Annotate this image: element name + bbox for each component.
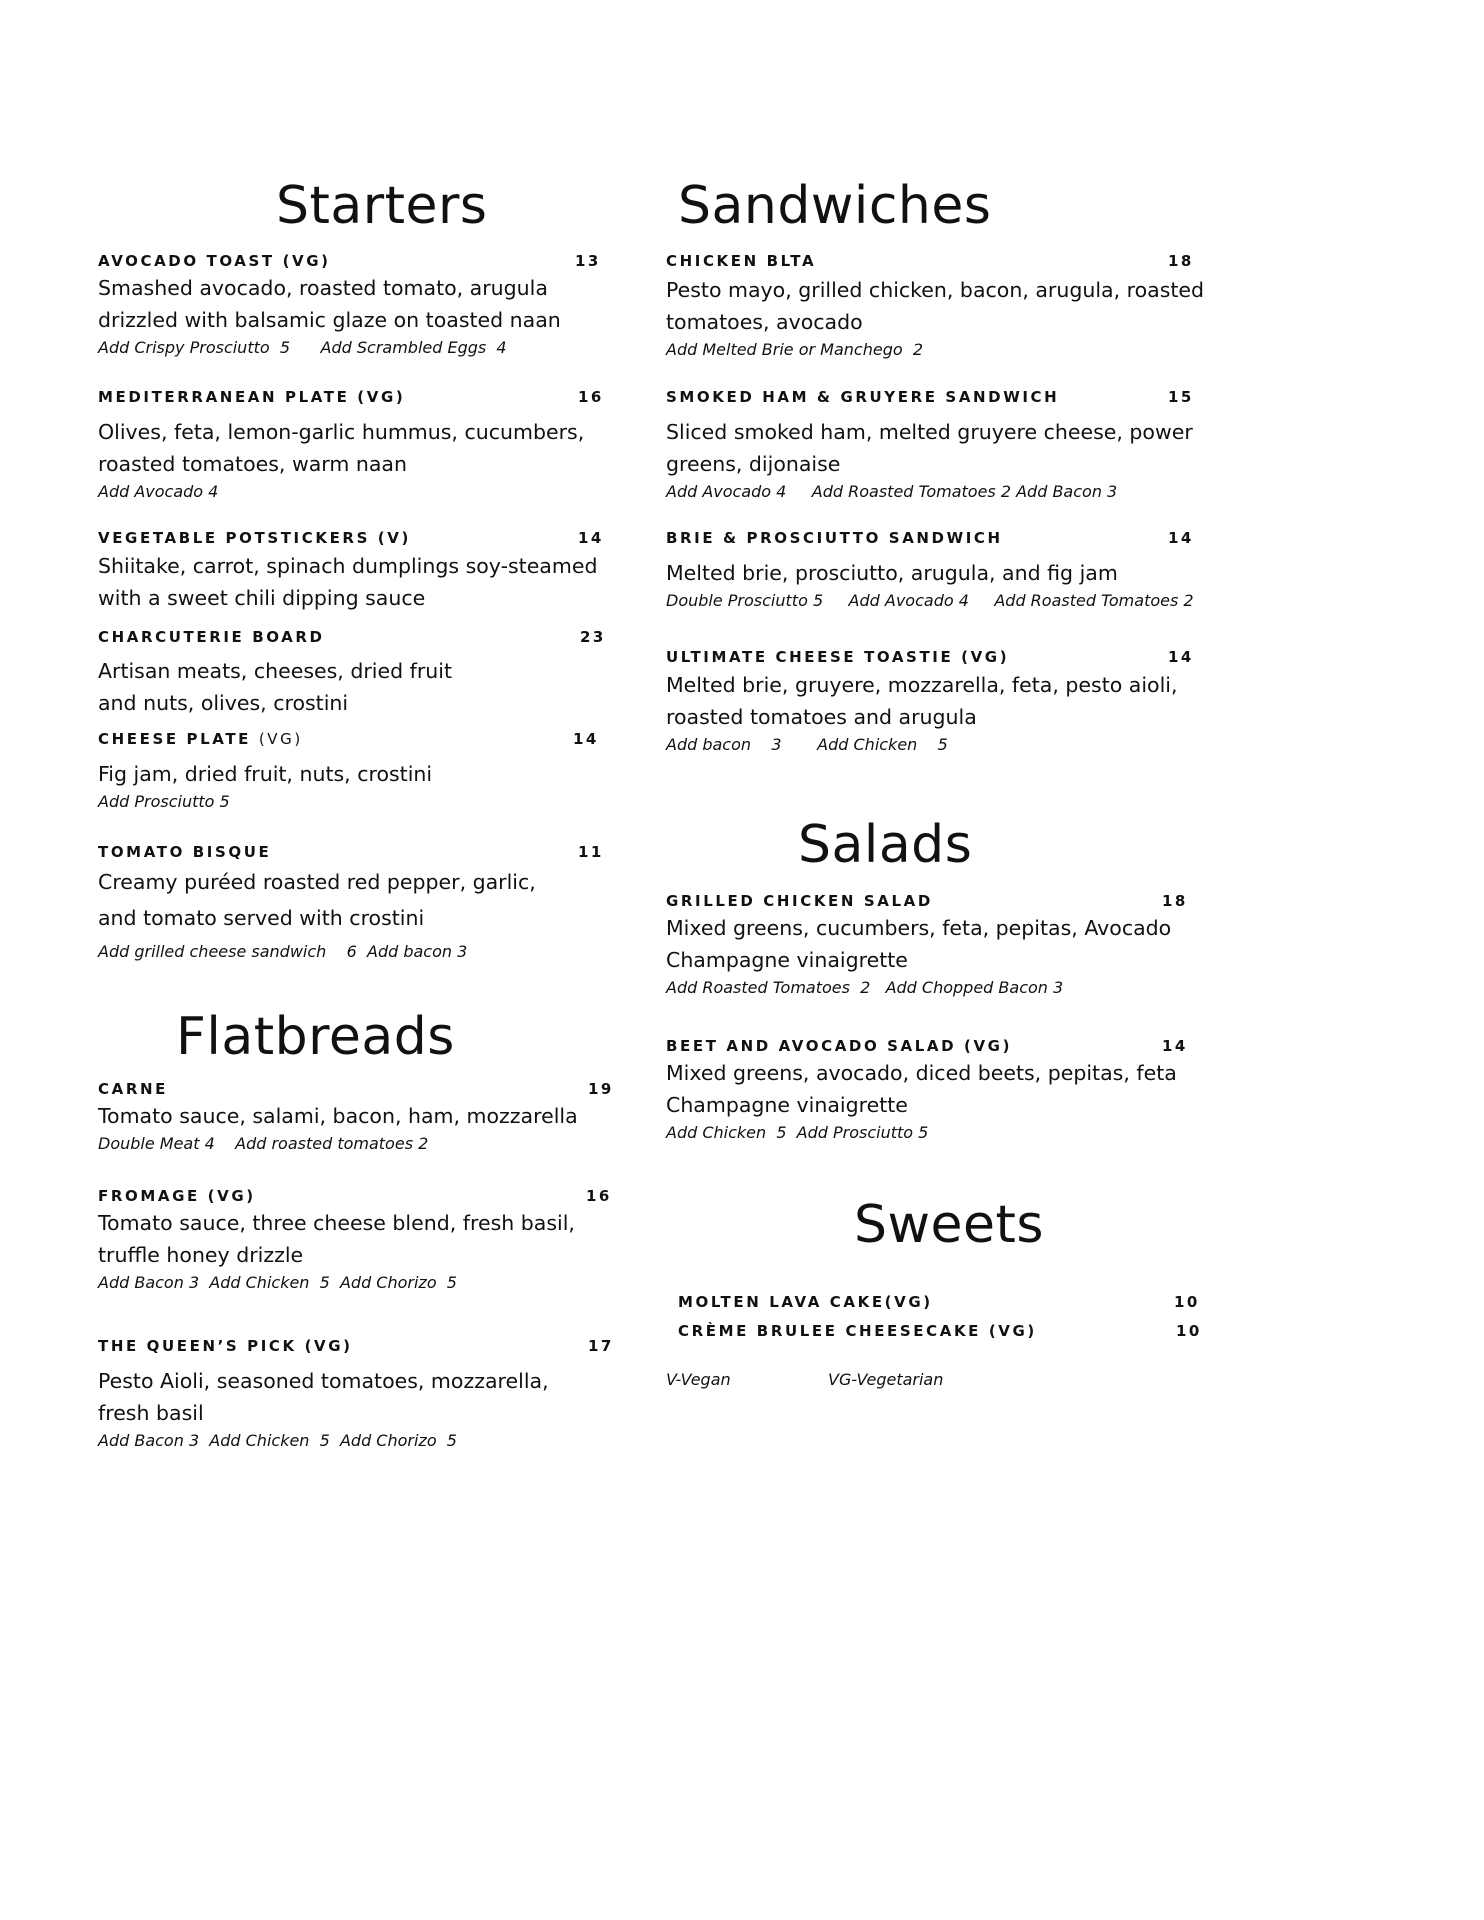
- item-description: Creamy puréed roasted red pepper, garlic, and tomato served with crostini: [98, 870, 536, 930]
- menu-item: [666, 648, 1206, 757]
- item-price: 23: [580, 628, 606, 646]
- item-description: Tomato sauce, salami, bacon, ham, mozzarella: [98, 1104, 578, 1128]
- item-name: ULTIMATE CHEESE TOASTIE (VG): [666, 648, 1010, 666]
- item-name: CHICKEN BLTA: [666, 252, 817, 270]
- menu-item: [98, 252, 618, 360]
- item-price: 11: [578, 843, 604, 861]
- item-description: Pesto Aioli, seasoned tomatoes, mozzarella, fresh basil: [98, 1369, 549, 1425]
- legend-vegetarian: VG-Vegetarian: [828, 1370, 944, 1389]
- item-price: 17: [588, 1337, 614, 1355]
- item-name: FROMAGE (VG): [98, 1187, 256, 1205]
- item-name: GRILLED CHICKEN SALAD: [666, 892, 933, 910]
- menu-item: [98, 1187, 618, 1295]
- item-price: 13: [575, 252, 601, 270]
- item-name: CARNE: [98, 1080, 168, 1098]
- menu-item: [678, 1293, 1206, 1311]
- item-addons: Add Bacon 3 Add Chicken 5 Add Chorizo 5: [98, 1431, 457, 1450]
- item-name: BEET AND AVOCADO SALAD (VG): [666, 1037, 1013, 1055]
- item-name: AVOCADO TOAST (VG): [98, 252, 331, 270]
- item-description: Smashed avocado, roasted tomato, arugula drizzled with balsamic glaze on toasted naan: [98, 276, 561, 332]
- item-description: Melted brie, prosciutto, arugula, and fig jam: [666, 561, 1118, 585]
- starters-title: Starters: [276, 176, 488, 236]
- menu-item: [666, 1037, 1206, 1145]
- item-addons: Double Meat 4 Add roasted tomatoes 2: [98, 1134, 429, 1153]
- item-price: 14: [1168, 648, 1194, 666]
- item-name: CRÈME BRULEE CHEESECAKE (VG): [678, 1322, 1037, 1340]
- menu-item: [666, 252, 1206, 362]
- menu-item: [678, 1322, 1206, 1340]
- item-price: 14: [578, 529, 604, 547]
- item-addons: Double Prosciutto 5 Add Avocado 4 Add Roasted Tomatoes 2: [666, 591, 1194, 610]
- item-description: Sliced smoked ham, melted gruyere cheese, power greens, dijonaise: [666, 420, 1193, 476]
- item-name: VEGETABLE POTSTICKERS (V): [98, 529, 411, 547]
- menu-item: [98, 628, 618, 719]
- menu-item: [666, 892, 1206, 1000]
- flatbreads-title: Flatbreads: [176, 1007, 455, 1067]
- menu-item: [98, 388, 618, 504]
- menu-item: [98, 843, 618, 964]
- sandwiches-title: Sandwiches: [678, 176, 992, 236]
- item-addons: Add Bacon 3 Add Chicken 5 Add Chorizo 5: [98, 1273, 457, 1292]
- item-name: CHARCUTERIE BOARD: [98, 628, 325, 646]
- salads-title: Salads: [798, 815, 973, 875]
- item-description: Mixed greens, avocado, diced beets, pepitas, feta Champagne vinaigrette: [666, 1061, 1177, 1117]
- menu-item: [666, 388, 1206, 504]
- item-name: MOLTEN LAVA CAKE(VG): [678, 1293, 933, 1311]
- item-description: Pesto mayo, grilled chicken, bacon, arugula, roasted tomatoes, avocado: [666, 278, 1205, 334]
- item-addons: Add Avocado 4: [98, 482, 219, 501]
- item-description: Artisan meats, cheeses, dried fruit and nuts, olives, crostini: [98, 659, 452, 715]
- item-description: Fig jam, dried fruit, nuts, crostini: [98, 762, 433, 786]
- item-price: 16: [586, 1187, 612, 1205]
- item-name: THE QUEEN’S PICK (VG): [98, 1337, 353, 1355]
- item-price: 18: [1162, 892, 1188, 910]
- item-price: 15: [1168, 388, 1194, 406]
- menu-item: [98, 529, 618, 614]
- menu-item: [666, 529, 1206, 613]
- menu-item: [98, 730, 618, 814]
- item-price: 14: [1168, 529, 1194, 547]
- menu-item: [98, 1080, 618, 1156]
- item-price: 14: [1162, 1037, 1188, 1055]
- item-addons: Add Roasted Tomatoes 2 Add Chopped Bacon 3: [666, 978, 1064, 997]
- sweets-title: Sweets: [854, 1195, 1045, 1255]
- item-addons: Add Avocado 4 Add Roasted Tomatoes 2 Add Bacon 3: [666, 482, 1118, 501]
- item-price: 19: [588, 1080, 614, 1098]
- item-name: SMOKED HAM & GRUYERE SANDWICH: [666, 388, 1060, 406]
- item-description: Tomato sauce, three cheese blend, fresh basil, truffle honey drizzle: [98, 1211, 575, 1267]
- item-addons: Add Crispy Prosciutto 5 Add Scrambled Eggs 4: [98, 338, 507, 357]
- item-name: TOMATO BISQUE: [98, 843, 272, 861]
- item-price: 16: [578, 388, 604, 406]
- item-addons: Add Prosciutto 5: [98, 792, 230, 811]
- item-addons: Add bacon 3 Add Chicken 5: [666, 735, 948, 754]
- item-price: 18: [1168, 252, 1194, 270]
- item-description: Melted brie, gruyere, mozzarella, feta, pesto aioli, roasted tomatoes and arugula: [666, 673, 1178, 729]
- menu-item: [98, 1337, 618, 1453]
- item-addons: Add grilled cheese sandwich 6 Add bacon 3: [98, 942, 468, 961]
- item-addons: Add Chicken 5 Add Prosciutto 5: [666, 1123, 929, 1142]
- item-addons: Add Melted Brie or Manchego 2: [666, 340, 924, 359]
- item-name: BRIE & PROSCIUTTO SANDWICH: [666, 529, 1003, 547]
- item-price: 14: [573, 730, 599, 748]
- item-name: CHEESE PLATE (VG): [98, 730, 303, 748]
- item-description: Shiitake, carrot, spinach dumplings soy-steamed with a sweet chili dipping sauce: [98, 554, 598, 610]
- item-description: Olives, feta, lemon-garlic hummus, cucumbers, roasted tomatoes, warm naan: [98, 420, 585, 476]
- item-name: MEDITERRANEAN PLATE (VG): [98, 388, 406, 406]
- legend-vegan: V-Vegan: [666, 1370, 731, 1389]
- item-description: Mixed greens, cucumbers, feta, pepitas, Avocado Champagne vinaigrette: [666, 916, 1172, 972]
- item-price: 10: [1176, 1322, 1202, 1340]
- item-price: 10: [1174, 1293, 1200, 1311]
